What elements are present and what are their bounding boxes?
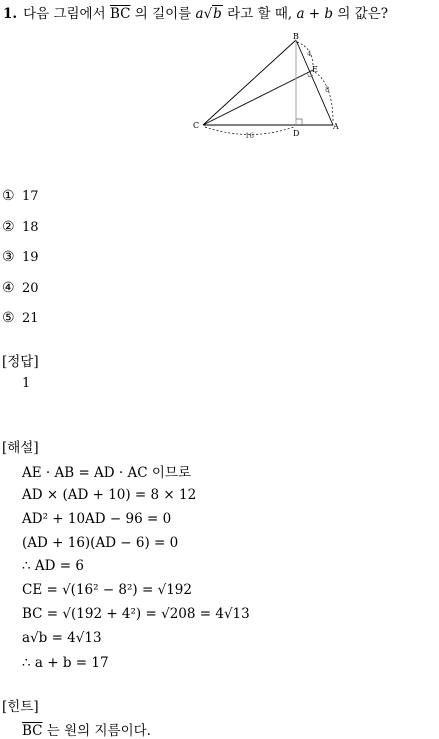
choice-2[interactable] (2, 219, 39, 235)
solution-line-6: CE = √(16² − 8²) = √192 (22, 582, 192, 598)
label-b: B (293, 32, 299, 41)
question-number: 1. (3, 6, 18, 22)
answer-heading: [정답] (2, 354, 39, 370)
choice-value: 18 (22, 220, 39, 235)
choice-value: 20 (22, 281, 39, 296)
solution-line-4: (AD + 16)(AD − 6) = 0 (22, 535, 179, 551)
choice-4[interactable] (2, 280, 39, 296)
choice-5[interactable] (2, 310, 39, 326)
solution-line-7: BC = √(192 + 4²) = √208 = 4√13 (22, 606, 250, 622)
solution-heading: [해설] (2, 440, 39, 456)
hint-heading: [힌트] (2, 699, 39, 715)
answer-value: 1 (22, 376, 31, 391)
choice-3[interactable] (2, 249, 39, 265)
label-e: E (312, 65, 318, 74)
edge-cb (203, 40, 296, 125)
solution-line-8: a√b = 4√13 (22, 630, 102, 646)
label-c: C (193, 121, 200, 130)
arc-ea (315, 72, 333, 122)
right-angle-d (296, 119, 302, 125)
geometry-figure (0, 30, 439, 148)
solution-line-5: ∴ AD = 6 (22, 558, 84, 574)
label-a: A (333, 122, 339, 131)
hint-text: $\overline{BC}$ 는 원의 지름이다. (22, 723, 151, 739)
length-be: 4 (307, 50, 312, 58)
segment-bc: $\overline{BC}$ (22, 723, 43, 739)
solution-line-3: AD² + 10AD − 96 = 0 (22, 511, 172, 527)
length-cd: 16 (245, 132, 254, 140)
choice-value: 17 (22, 189, 39, 204)
solution-line-2: AD × (AD + 10) = 8 × 12 (22, 487, 197, 503)
choice-marker: ③ (2, 249, 15, 265)
solution-line-1: AE · AB = AD · AC 이므로 (22, 465, 191, 481)
choice-value: 19 (22, 250, 39, 265)
label-d: D (293, 129, 300, 138)
edge-ba (296, 40, 333, 125)
choice-marker: ④ (2, 280, 15, 296)
choice-value: 21 (22, 311, 39, 326)
choice-1[interactable] (2, 188, 39, 204)
solution-line-9: ∴ a + b = 17 (22, 655, 109, 671)
segment-bc: $\overline{BC}$ (109, 6, 131, 22)
segment-ce (203, 70, 313, 125)
choice-marker: ② (2, 219, 15, 235)
choice-marker: ① (2, 188, 15, 204)
choice-marker: ⑤ (2, 310, 15, 326)
length-ea: 8 (325, 86, 330, 94)
question: 1. 다음 그림에서 $\overline{BC}$ 의 길이를 a√b 라고 할 때, a + b 의 값은? (3, 6, 388, 22)
